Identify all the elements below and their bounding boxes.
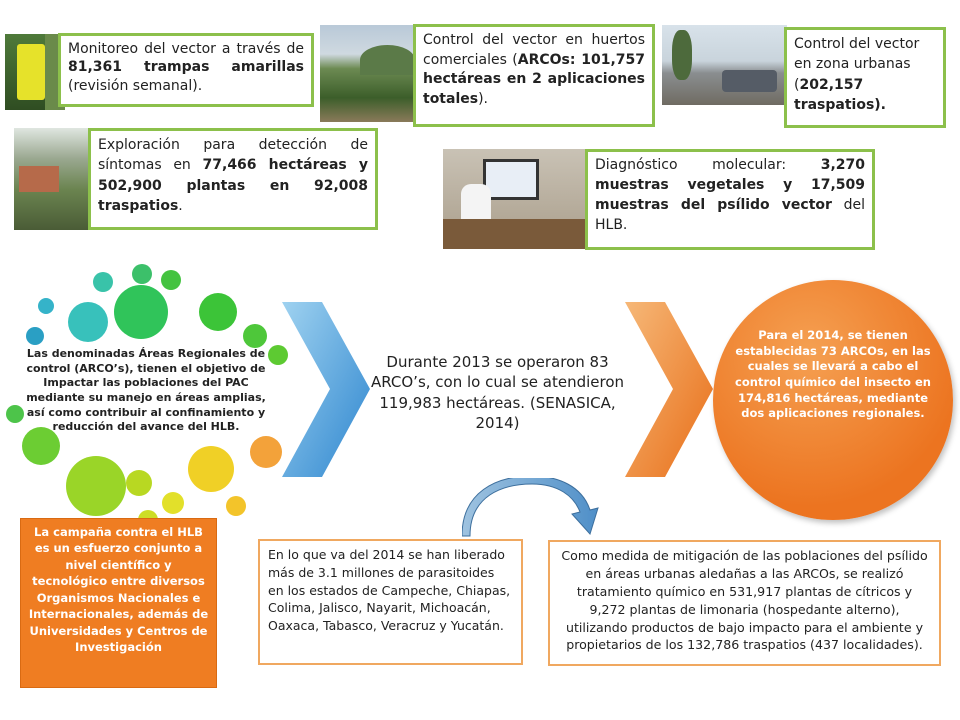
urban-photo	[662, 25, 787, 105]
orchards-text-pre: Control del vector en huertos comerciales (	[423, 32, 645, 68]
ring-dot	[68, 302, 108, 342]
ring-dot	[161, 270, 181, 290]
urban-bold: 202,157 traspatios).	[794, 76, 887, 113]
urban-text-pre: Control del vector en zona urbanas (	[794, 36, 920, 93]
campaign-box	[20, 518, 217, 688]
exploration-photo	[14, 128, 94, 230]
ring-dot	[93, 272, 113, 292]
urban-box	[784, 27, 946, 128]
ring-dot	[162, 492, 184, 514]
ring-dot	[188, 446, 234, 492]
parasitoids-box: En lo que va del 2014 se han liberado más de 3.1 millones de parasitoides en los estados de Campeche, Chiapas, Colima, Jalisco, Nayarit, Michoacán, Oaxaca, Tabasco, Veracruz y Yucatán.	[258, 539, 523, 665]
orange-chevron-icon	[625, 302, 715, 477]
ring-dot	[126, 470, 152, 496]
orchards-box	[413, 24, 655, 127]
arco-definition-text: Las denominadas Áreas Regionales de control (ARCO’s), tienen el objetivo de Impactar las poblaciones del PAC mediante su manejo en áreas amplias, así como contribuir al confinamiento y reducción del avance del HLB.	[26, 347, 266, 434]
exploration-text-post: .	[178, 197, 183, 214]
ring-dot	[114, 285, 168, 339]
traps-count: 81,361 trampas amarillas	[68, 59, 304, 76]
molecular-text-post: del HLB.	[595, 196, 865, 233]
orchard-photo	[320, 25, 415, 122]
orchards-bold: ARCOs: 101,757 hectáreas en 2 aplicaciones totales	[423, 51, 645, 107]
molecular-bold: 3,270 muestras vegetales y 17,509 muestras del psílido vector	[595, 157, 865, 213]
arcos-2014-text: Para el 2014, se tienen establecidas 73 ARCOs, en las cuales se llevará a cabo el control químico del insecto en 174,816 hectáreas, mediante dos aplicaciones regionales.	[735, 328, 931, 421]
ring-dot	[26, 327, 44, 345]
operations-2013-text: Durante 2013 se operaron 83 ARCO’s, con lo cual se atendieron 119,983 hectáreas. (SENASICA, 2014)	[370, 353, 625, 432]
lab-photo	[443, 149, 585, 249]
ring-dot	[66, 456, 126, 516]
exploration-box	[88, 128, 378, 230]
exploration-text-pre: Exploración para detección de síntomas en	[98, 137, 368, 174]
trap-photo	[5, 34, 65, 110]
ring-dot	[132, 264, 152, 284]
traps-text-post: (revisión semanal).	[68, 77, 203, 94]
molecular-text-pre: Diagnóstico molecular:	[595, 157, 821, 173]
ring-dot	[199, 293, 237, 331]
ring-dot	[226, 496, 246, 516]
orchards-text-post: ).	[478, 90, 488, 107]
traps-box	[58, 33, 314, 107]
ring-dot	[38, 298, 54, 314]
traps-text-pre: Monitoreo del vector a través de	[68, 41, 304, 57]
curved-arrow-icon	[462, 478, 602, 540]
mitigation-box: Como medida de mitigación de las poblaciones del psílido en áreas urbanas aledañas a las ARCOs, se realizó tratamiento químico en 531,917 plantas de cítricos y 9,272 plantas de limonaria (hospedante alterno), utilizando productos de bajo impacto para el ambiente y propietarios de los 132,786 traspatios (437 localidades).	[548, 540, 941, 666]
arcos-2014-circle	[713, 280, 953, 520]
exploration-bold: 77,466 hectáreas y 502,900 plantas en 92,008 traspatios	[98, 157, 368, 214]
ring-dot	[250, 436, 282, 468]
campaign-text: La campaña contra el HLB es un esfuerzo conjunto a nivel científico y tecnológico entre diversos Organismos Nacionales e Internacionales, además de Universidades y Centros de Investigación	[28, 525, 209, 655]
blue-chevron-icon	[282, 302, 372, 477]
molecular-box	[585, 149, 875, 250]
ring-dot	[243, 324, 267, 348]
